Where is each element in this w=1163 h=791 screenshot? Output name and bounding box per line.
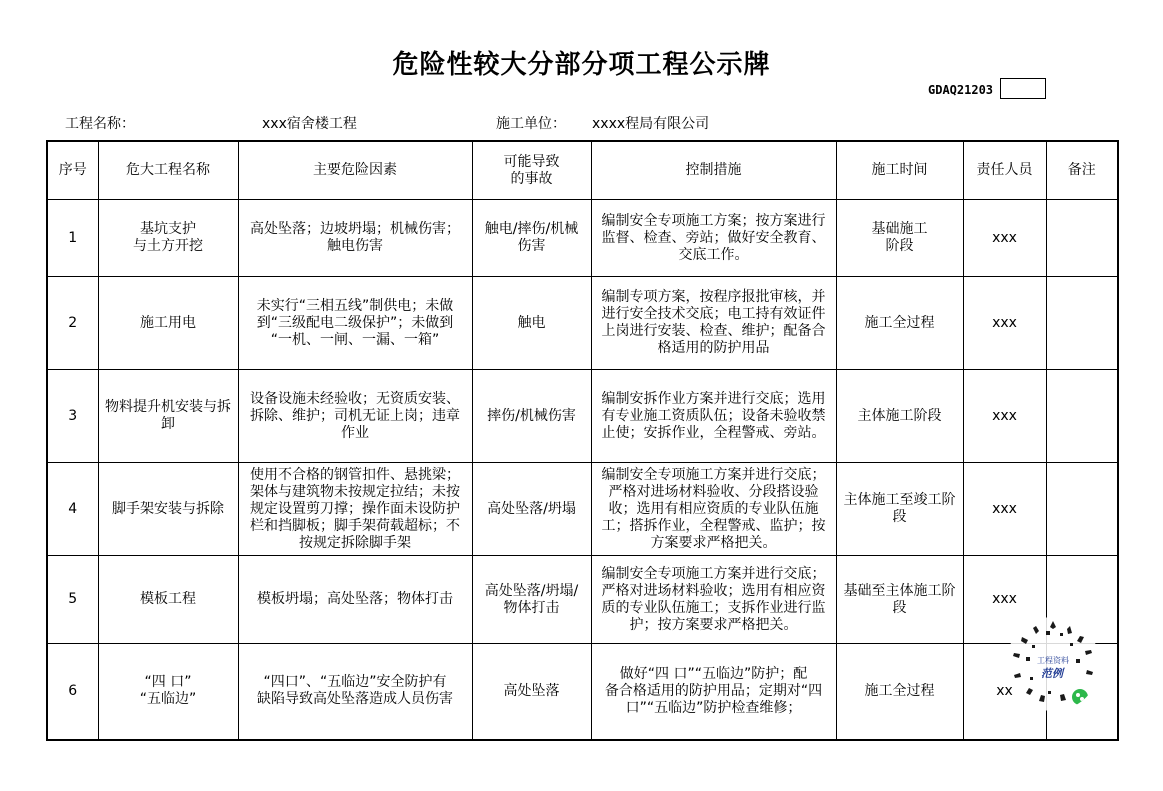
header-project-name: 危大工程名称	[98, 141, 238, 200]
header-control-measures: 控制措施	[591, 141, 836, 200]
cell-control-measures: 编制安全专项施工方案并进行交底； 严格对进场材料验收、分段搭设验 收；选用有相应资质的专业队伍施 工；搭拆作业，全程警戒、监护；按 方案要求严格把关。	[591, 463, 836, 556]
cell-project-name: 施工用电	[98, 277, 238, 370]
watermark-qr-icon	[1006, 617, 1100, 711]
cell-project-name: 物料提升机安装与拆 卸	[98, 370, 238, 463]
cell-control-measures: 编制安拆作业方案并进行交底；选用 有专业施工资质队伍；设备未验收禁 止使；安拆作业，全程警戒、旁站。	[591, 370, 836, 463]
cell-possible-accidents: 摔伤/机械伤害	[472, 370, 591, 463]
document-code: GDAQ21203	[928, 83, 994, 97]
cell-hazard-factors: 使用不合格的钢管扣件、悬挑梁； 架体与建筑物未按规定拉结；未按 规定设置剪刀撑；操作面未设防护 栏和挡脚板；脚手架荷载超标；不 按规定拆除脚手架	[238, 463, 472, 556]
header-responsible-person: 责任人员	[963, 141, 1046, 200]
project-name-label: 工程名称：	[65, 116, 135, 132]
cell-possible-accidents: 高处坠落/坍塌/ 物体打击	[472, 556, 591, 644]
cell-project-name: 模板工程	[98, 556, 238, 644]
construction-unit-label: 施工单位：	[496, 116, 566, 132]
cell-responsible-person: xxx	[963, 463, 1046, 556]
table-header-row	[47, 141, 1118, 200]
cell-control-measures: 编制专项方案，按程序报批审核，并 进行安全技术交底；电工持有效证件 上岗进行安装、检查、维护；配备合 格适用的防护用品	[591, 277, 836, 370]
cell-control-measures: 编制安全专项施工方案；按方案进行 监督、检查、旁站；做好安全教育、 交底工作。	[591, 200, 836, 277]
cell-hazard-factors: 设备设施未经验收；无资质安装、 拆除、维护；司机无证上岗；违章 作业	[238, 370, 472, 463]
cell-construction-time: 基础施工 阶段	[836, 200, 963, 277]
cell-remarks	[1046, 463, 1118, 556]
cell-index: 1	[47, 200, 98, 277]
table-row	[47, 370, 1118, 463]
watermark-text-1: 工程资料	[1037, 656, 1069, 665]
cell-possible-accidents: 触电	[472, 277, 591, 370]
cell-responsible-person: xx	[963, 644, 1046, 740]
header-possible-accidents: 可能导致 的事故	[472, 141, 591, 200]
cell-possible-accidents: 高处坠落/坍塌	[472, 463, 591, 556]
cell-responsible-person: xxx	[963, 277, 1046, 370]
table-row	[47, 277, 1118, 370]
table-row	[47, 200, 1118, 277]
table-row	[47, 644, 1118, 740]
cell-index: 2	[47, 277, 98, 370]
cell-construction-time: 施工全过程	[836, 644, 963, 740]
cell-possible-accidents: 触电/摔伤/机械 伤害	[472, 200, 591, 277]
cell-remarks	[1046, 200, 1118, 277]
cell-responsible-person: xxx	[963, 200, 1046, 277]
header-remarks: 备注	[1046, 141, 1118, 200]
page-title: 危险性较大分部分项工程公示牌	[392, 50, 771, 80]
cell-responsible-person: xxx	[963, 556, 1046, 644]
construction-unit-value: xxxx程局有限公司	[592, 116, 710, 132]
cell-index: 6	[47, 644, 98, 740]
cell-hazard-factors: “四口”、“五临边”安全防护有 缺陷导致高处坠落造成人员伤害	[238, 644, 472, 740]
watermark-text-2: 范例	[1041, 667, 1063, 680]
header-construction-time: 施工时间	[836, 141, 963, 200]
cell-construction-time: 主体施工阶段	[836, 370, 963, 463]
cell-control-measures: 编制安全专项施工方案并进行交底； 严格对进场材料验收；选用有相应资 质的专业队伍施工；支拆作业进行监 护；按方案要求严格把关。	[591, 556, 836, 644]
project-name-value: xxx宿舍楼工程	[262, 116, 357, 132]
cell-construction-time: 主体施工至竣工阶 段	[836, 463, 963, 556]
cell-project-name: 基坑支护 与土方开挖	[98, 200, 238, 277]
cell-index: 5	[47, 556, 98, 644]
cell-project-name: 脚手架安装与拆除	[98, 463, 238, 556]
cell-index: 3	[47, 370, 98, 463]
cell-possible-accidents: 高处坠落	[472, 644, 591, 740]
cell-index: 4	[47, 463, 98, 556]
cell-responsible-person: xxx	[963, 370, 1046, 463]
cell-construction-time: 施工全过程	[836, 277, 963, 370]
cell-remarks	[1046, 370, 1118, 463]
table-row	[47, 463, 1118, 556]
table-row	[47, 556, 1118, 644]
code-input-box	[1000, 78, 1046, 99]
cell-control-measures: 做好“四 口”“五临边”防护；配 备合格适用的防护用品；定期对“四 口”“五临边”防护检查维修；	[591, 644, 836, 740]
hazard-table	[46, 140, 1119, 741]
cell-project-name: “四 口” “五临边”	[98, 644, 238, 740]
cell-remarks	[1046, 277, 1118, 370]
header-index: 序号	[47, 141, 98, 200]
header-hazard-factors: 主要危险因素	[238, 141, 472, 200]
cell-construction-time: 基础至主体施工阶 段	[836, 556, 963, 644]
cell-hazard-factors: 高处坠落；边坡坍塌；机械伤害； 触电伤害	[238, 200, 472, 277]
cell-hazard-factors: 未实行“三相五线”制供电；未做 到“三级配电二级保护”；未做到 “一机、一闸、一漏、一箱”	[238, 277, 472, 370]
cell-hazard-factors: 模板坍塌；高处坠落；物体打击	[238, 556, 472, 644]
